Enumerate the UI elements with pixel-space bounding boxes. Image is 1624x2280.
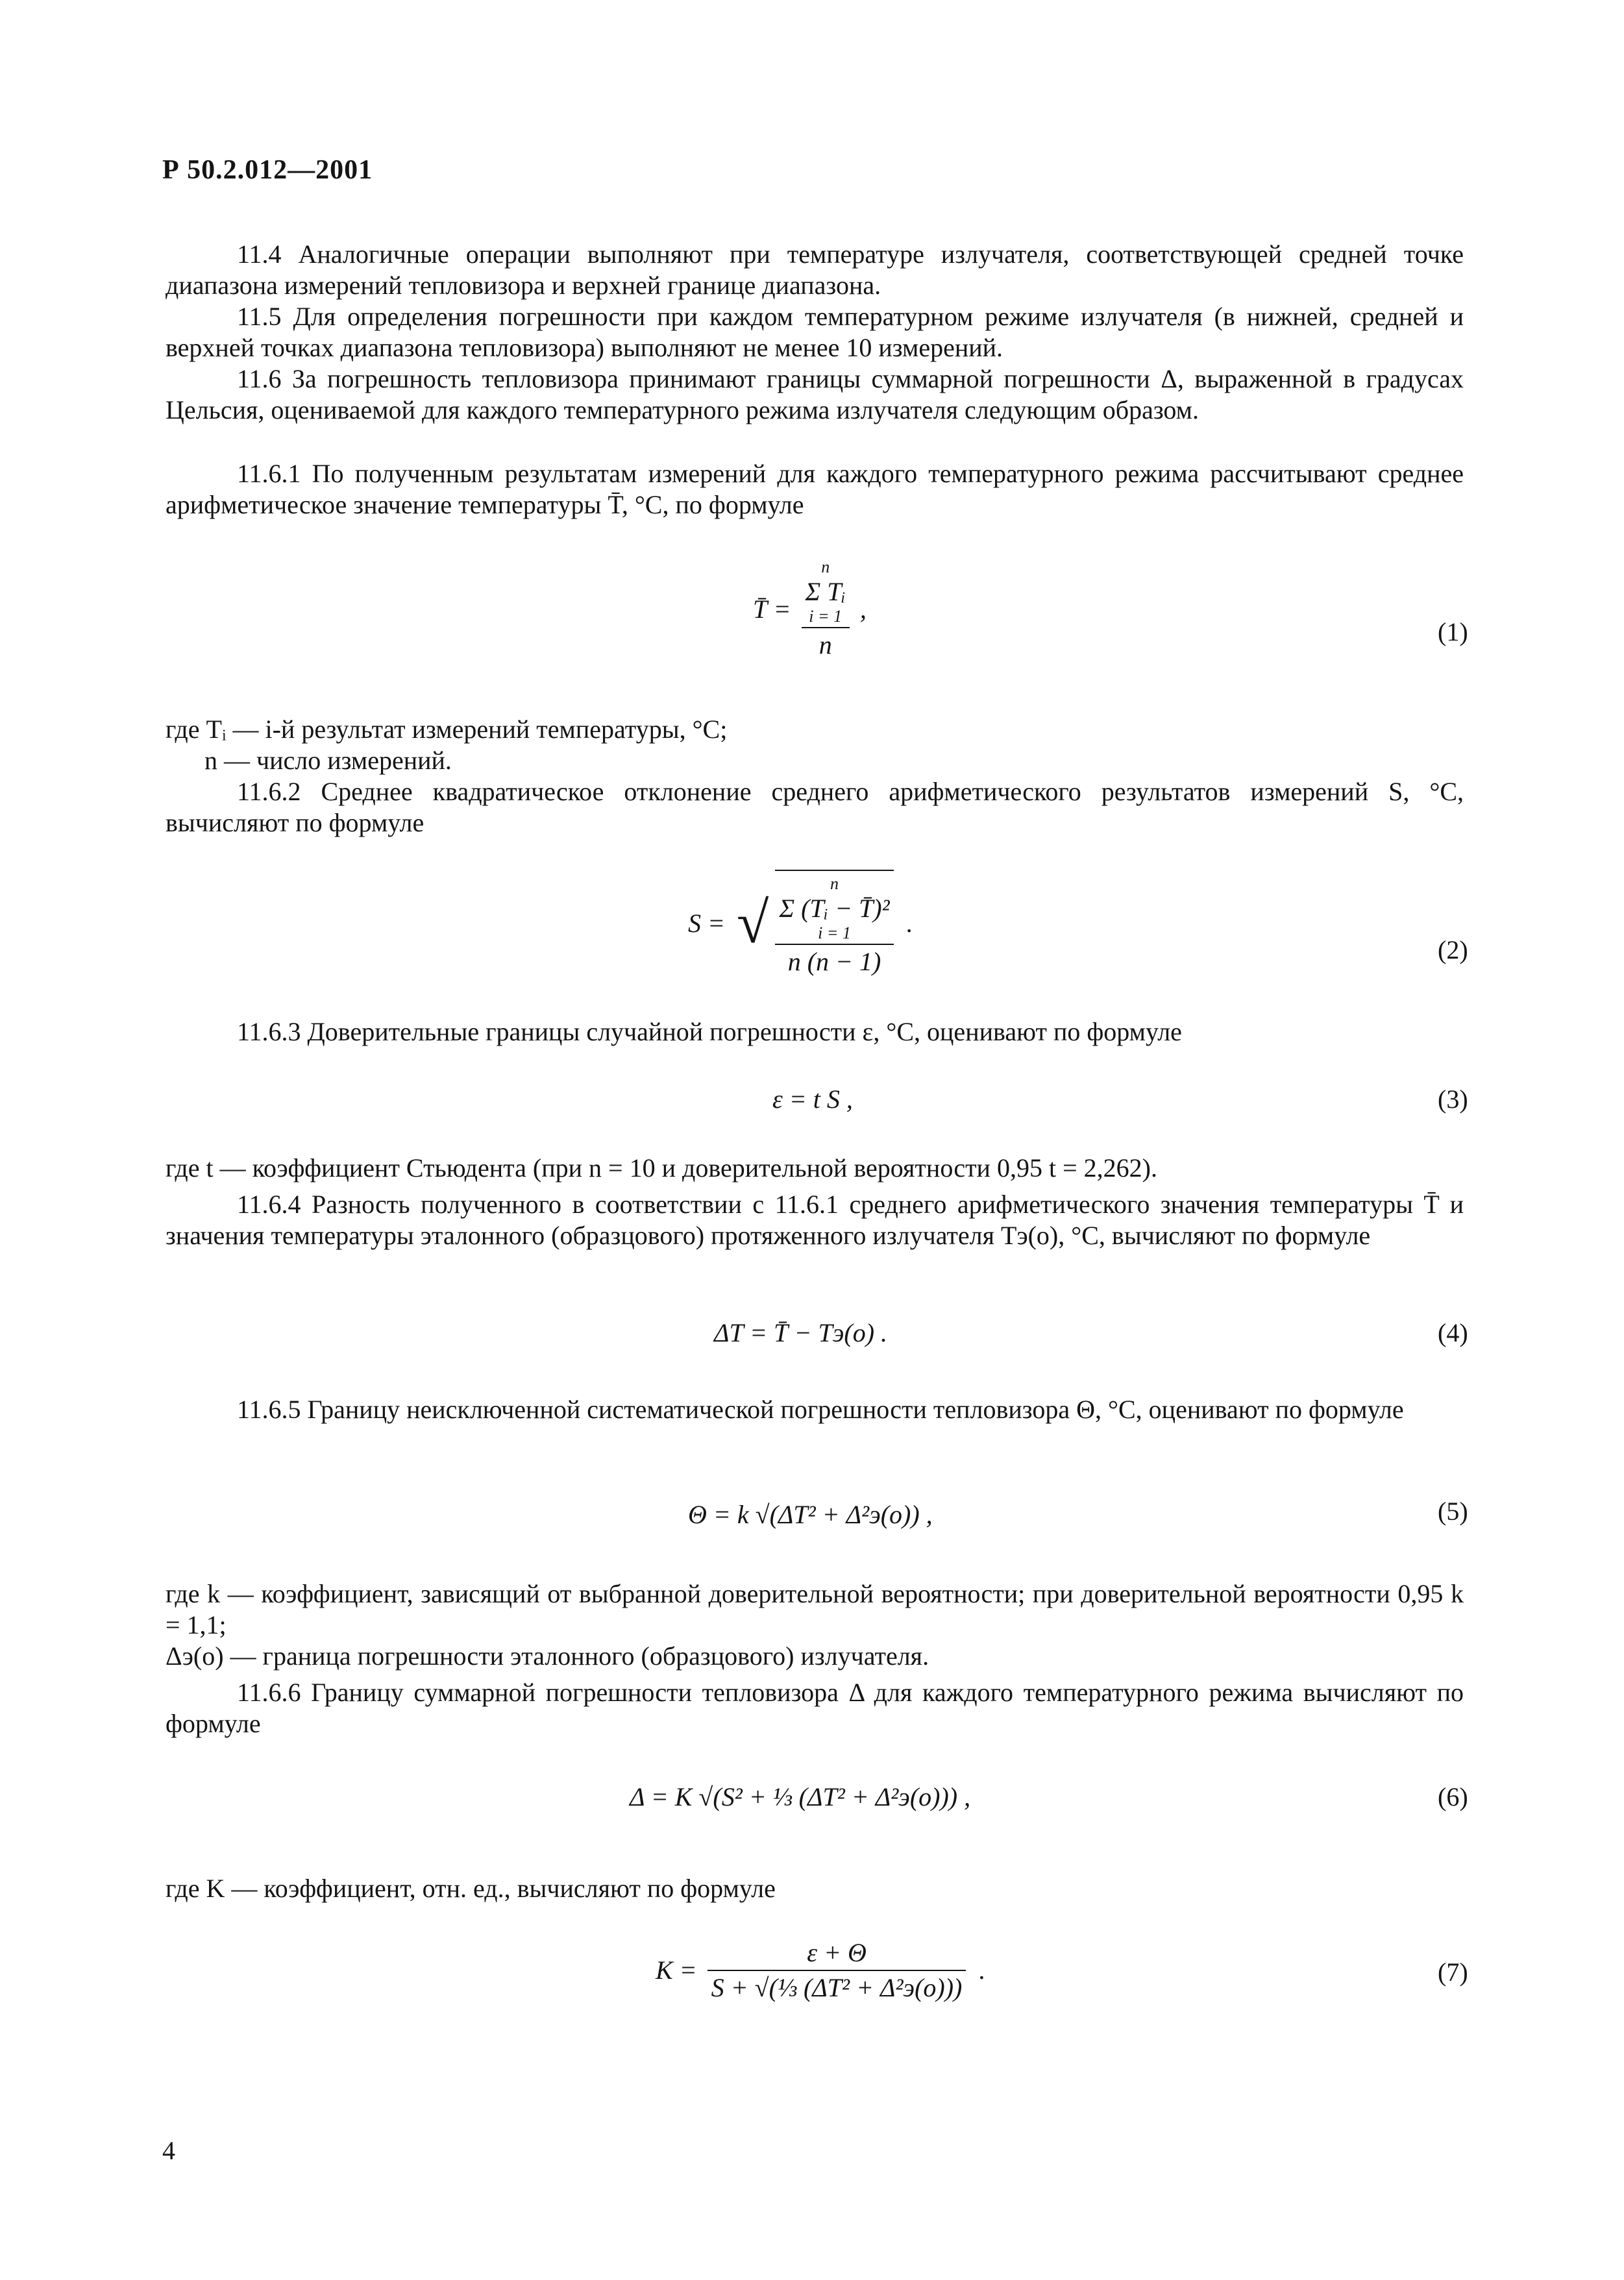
sum-upper-limit: n bbox=[821, 558, 830, 576]
equation-5-number: (5) bbox=[1438, 1497, 1468, 1526]
equation-1-denominator: n bbox=[818, 630, 832, 659]
sum-lower-limit: i = 1 bbox=[809, 607, 843, 626]
equation-7-lhs: K = bbox=[656, 1955, 697, 1985]
sum-upper-limit: n bbox=[830, 874, 839, 893]
legend-5-line-1: где k — коэффициент, зависящий от выбранной доверительной вероятности; при доверительной вероятности 0,95 k = 1,1; bbox=[166, 1579, 1464, 1639]
equation-2-fraction bbox=[775, 870, 893, 977]
document-id: Р 50.2.012—2001 bbox=[162, 155, 373, 185]
legend-5 bbox=[166, 1578, 1464, 1672]
equation-2-denominator: n (n − 1) bbox=[787, 947, 881, 976]
paragraph-11-6-2: 11.6.2 Среднее квадратическое отклонение среднего арифметического результатов измерений S, °С, вычисляют по формуле bbox=[166, 777, 1464, 837]
paragraph-11-4: 11.4 Аналогичные операции выполняют при температуре излучателя, соответствующей средней точке диапазона измерений тепловизора и верхней границе диапазона. bbox=[166, 239, 1464, 300]
legend-1 bbox=[166, 714, 1464, 776]
equation-1-comma: , bbox=[859, 595, 867, 624]
equation-3: ε = t S , bbox=[772, 1085, 853, 1114]
equation-7-fraction bbox=[707, 1937, 966, 2004]
equation-4-number: (4) bbox=[1438, 1318, 1468, 1347]
paragraph-11-6-5: 11.6.5 Границу неисключенной систематической погрешности тепловизора Θ, °С, оценивают по формуле bbox=[237, 1395, 1404, 1424]
paragraph-11-6-1: 11.6.1 По полученным результатам измерений для каждого температурного режима рассчитывают среднее арифметическое значение температуры T̄, °C, по формуле bbox=[166, 459, 1464, 519]
equation-6-number: (6) bbox=[1438, 1782, 1468, 1811]
equation-6: Δ = K √(S² + ⅓ (ΔT² + Δ²э(о))) , bbox=[630, 1782, 971, 1811]
equation-2-period: . bbox=[906, 909, 913, 938]
equation-2 bbox=[688, 870, 913, 977]
legend-1-line-1: где Tᵢ — i-й результат измерений температуры, °С; bbox=[166, 715, 728, 744]
equation-3-number: (3) bbox=[1438, 1085, 1468, 1114]
sum-lower-limit: i = 1 bbox=[818, 924, 851, 942]
page-number: 4 bbox=[162, 2136, 175, 2165]
paragraph-11-5: 11.5 Для определения погрешности при каждом температурном режиме излучателя (в нижней, средней и верхней точках диапазона тепловизора) выполняют не менее 10 измерений. bbox=[166, 302, 1464, 362]
equation-7 bbox=[656, 1937, 985, 2004]
equation-5: Θ = k √(ΔT² + Δ²э(о)) , bbox=[688, 1500, 933, 1529]
radical-icon: √ bbox=[737, 891, 769, 955]
equation-1-fraction bbox=[802, 558, 850, 661]
equation-7-denominator: S + √(⅓ (ΔT² + Δ²э(о))) bbox=[711, 1973, 963, 2002]
equation-2-lhs: S = bbox=[688, 909, 725, 938]
equation-1 bbox=[753, 558, 867, 661]
equation-7-numerator: ε + Θ bbox=[707, 1937, 966, 1971]
legend-5-line-2: Δэ(о) — граница погрешности эталонного (образцового) излучателя. bbox=[166, 1641, 929, 1671]
legend-3: где t — коэффициент Стьюдента (при n = 10 и доверительной вероятности 0,95 t = 2,262). bbox=[166, 1153, 1157, 1183]
paragraph-11-6: 11.6 За погрешность тепловизора принимают границы суммарной погрешности Δ, выраженной в градусах Цельсия, оцениваемой для каждого температурного режима излучателя следующим образом. bbox=[166, 364, 1464, 424]
legend-1-line-2: n — число измерений. bbox=[204, 746, 452, 775]
paragraph-11-6-6: 11.6.6 Границу суммарной погрешности тепловизора Δ для каждого температурного режима вычисляют по формуле bbox=[166, 1678, 1464, 1738]
equation-4: ΔT = T̄ − Tэ(о) . bbox=[714, 1318, 888, 1347]
equation-1-number: (1) bbox=[1438, 617, 1468, 646]
sum-expression: Σ (Tᵢ − T̄)² bbox=[779, 894, 890, 923]
equation-7-period: . bbox=[979, 1955, 986, 1985]
sum-expression: Σ Tᵢ bbox=[805, 577, 846, 606]
equation-1-lhs: T̄ = bbox=[753, 595, 791, 624]
equation-2-number: (2) bbox=[1438, 935, 1468, 964]
paragraph-11-6-4: 11.6.4 Разность полученного в соответствии с 11.6.1 среднего арифметического значения температуры T̄ и значения температуры эталонного (образцового) протяженного излучателя Tэ(о), °С, вычисляют по формуле bbox=[166, 1190, 1464, 1250]
paragraph-11-6-3: 11.6.3 Доверительные границы случайной погрешности ε, °С, оценивают по формуле bbox=[237, 1017, 1182, 1046]
equation-7-number: (7) bbox=[1438, 1957, 1468, 1987]
legend-6: где K — коэффициент, отн. ед., вычисляют по формуле bbox=[166, 1874, 776, 1903]
